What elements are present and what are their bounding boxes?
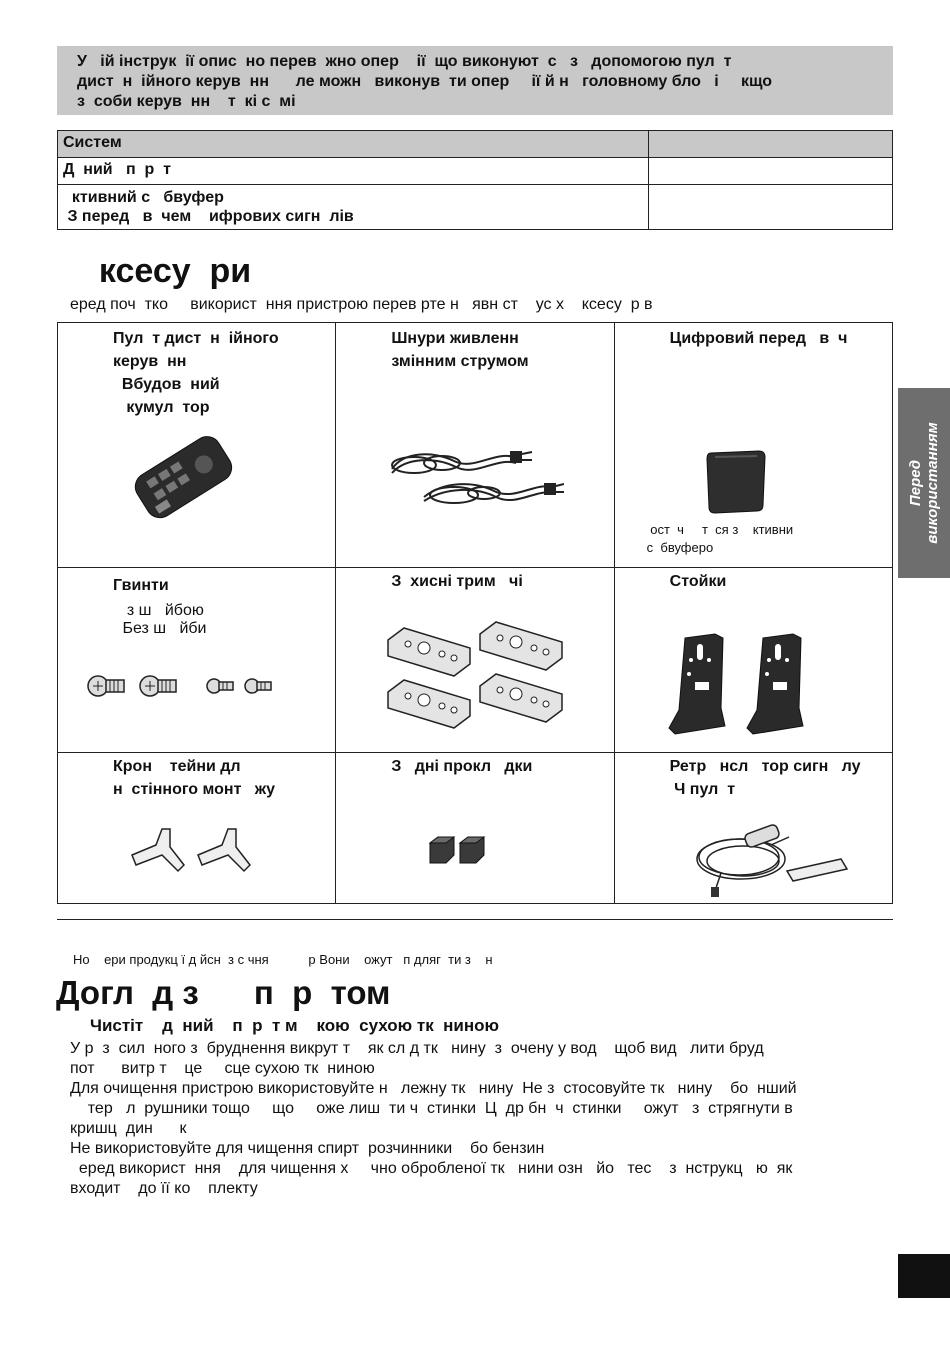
accessory-wall-brackets xyxy=(58,753,336,904)
accessory-remote xyxy=(58,323,336,568)
system-table xyxy=(57,130,893,230)
care-line: входит до її ко плекту xyxy=(70,1180,258,1197)
accessory-title: Стойки xyxy=(669,573,727,590)
care-line: еред використ ння для чищення х чно обробленої тк нини озн йо тес з нструкц ю як xyxy=(70,1160,793,1177)
pads-icon xyxy=(426,833,492,869)
accessory-digital-transmitter xyxy=(614,323,892,568)
screws-icon xyxy=(84,668,274,704)
digital-transmitter-icon xyxy=(703,447,773,517)
accessory-stands xyxy=(614,568,892,753)
care-line: Не використовуйте для чищення спирт розчинники бо бензин xyxy=(70,1140,545,1157)
accessory-ir-repeater xyxy=(614,753,892,904)
system-header-empty xyxy=(649,131,893,158)
accessories-subtitle: еред поч тко використ ння пристрою перев рте н явн ст ус х ксесу р в xyxy=(70,296,653,313)
accessory-pads xyxy=(336,753,614,904)
care-heading: Догл д з п р том xyxy=(56,974,391,1011)
accessory-protective-holders xyxy=(336,568,614,753)
care-line: тер л рушники тощо що оже лиш ти ч стинки Ц др бн ч стинки ожут з стрягнути в xyxy=(70,1100,793,1117)
protective-holders-icon xyxy=(384,620,574,732)
accessory-power-cords xyxy=(336,323,614,568)
product-number-note: Но ери продукц ї д йсн з с чня р Вони ожут п дляг ти з н xyxy=(73,952,493,967)
care-subtitle: Чистіт д ний п р т м кою сухою тк ниною xyxy=(90,1016,500,1035)
accessory-title: Ретр нсл тор сигн лу Ч пул т xyxy=(669,758,861,798)
accessory-note: ост ч т ся з ктивни с бвуферо xyxy=(646,522,794,555)
care-text xyxy=(70,1039,797,1199)
care-line: Для очищення пристрою використовуйте н лежну тк нину Не з стосовуйте тк нину бо нший xyxy=(70,1080,797,1097)
accessory-title: Гвинти xyxy=(113,577,169,594)
side-tab xyxy=(898,388,950,578)
ir-repeater-icon xyxy=(691,811,851,897)
system-row-main-unit: Д ний п р т xyxy=(58,158,649,185)
power-cord-icon xyxy=(384,421,564,511)
wall-brackets-icon xyxy=(126,825,256,877)
intro-line: У ій інструк ії опис но перев жно опер ії що виконуют с з допомогою пул т xyxy=(77,53,732,70)
intro-note xyxy=(57,46,893,115)
section-divider xyxy=(57,919,893,920)
stands-icon xyxy=(665,630,825,738)
intro-line: дист н ійного керув нн ле можн виконув ти опер ії й н головному бло і кщо xyxy=(77,73,773,90)
care-line: кришц дин к xyxy=(70,1120,187,1137)
accessory-title: Шнури живленн змінним струмом xyxy=(391,330,529,370)
system-header: Систем xyxy=(58,131,649,158)
care-line: У р з сил ного з бруднення викрут т як сл д тк нину з очену у вод щоб вид лити бруд xyxy=(70,1040,764,1057)
accessory-title: Цифровий перед в ч xyxy=(669,330,848,347)
accessory-title: З дні прокл дки xyxy=(391,758,533,775)
accessories-heading: ксесу ри xyxy=(80,252,252,290)
remote-control-icon xyxy=(124,423,244,533)
accessories-table xyxy=(57,322,893,904)
intro-line: з соби керув нн т кі с мі xyxy=(77,93,296,110)
care-line: пот витр т це сце сухою тк ниною xyxy=(70,1060,375,1077)
accessory-screws xyxy=(58,568,336,753)
page-number-box xyxy=(898,1254,950,1298)
side-tab-label: Перед використанням xyxy=(907,422,941,544)
system-row-subwoofer: ктивний с бвуфер З перед в чем ифрових сигн лів xyxy=(58,185,649,230)
accessory-title: Пул т дист н ійного керув нн Вбудов ний кумул тор xyxy=(113,330,279,416)
accessory-title: З хисні трим чі xyxy=(391,573,523,590)
accessory-note: з ш йбою Без ш йби xyxy=(122,602,207,637)
accessory-title: Крон тейни дл н стінного монт жу xyxy=(113,758,275,798)
